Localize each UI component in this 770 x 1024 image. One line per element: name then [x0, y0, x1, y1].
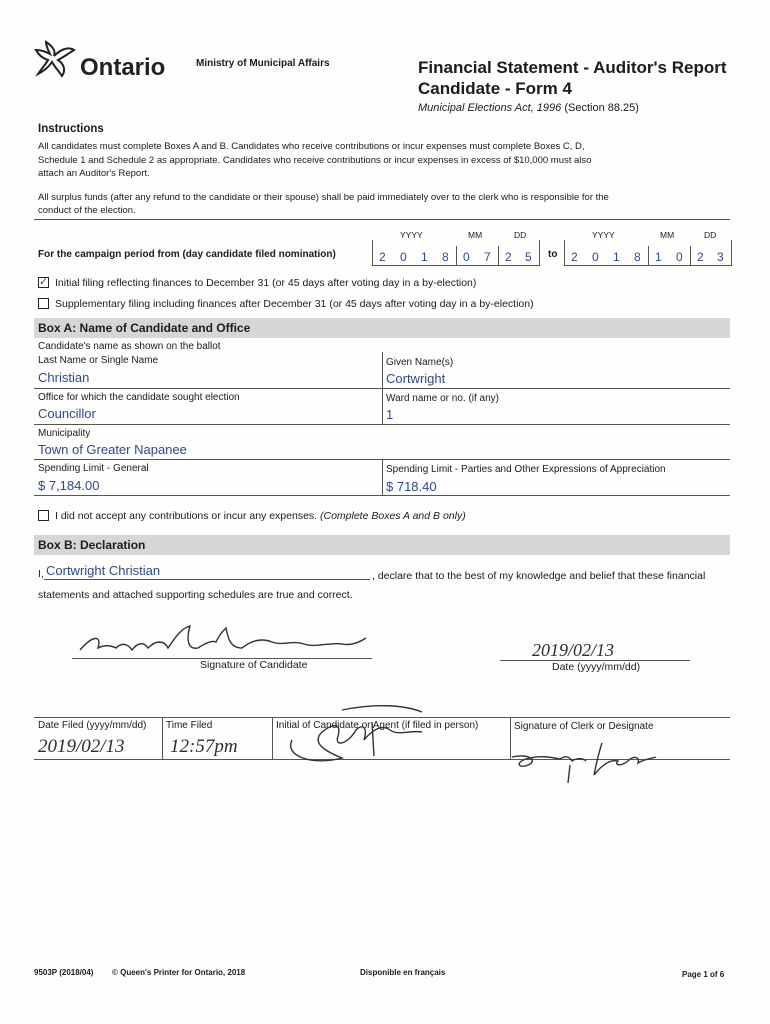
from-digit: 2 — [505, 250, 512, 264]
from-date-field[interactable] — [372, 240, 540, 266]
from-digit: 0 — [400, 250, 407, 264]
to-date-sep-year — [648, 246, 649, 266]
instructions-para2-line1: All surplus funds (after any refund to the candidate or their spouse) shall be paid immediately over to the clerk who is responsible for the — [38, 192, 609, 203]
to-date-sep-month — [690, 246, 691, 266]
from-digit: 7 — [484, 250, 491, 264]
to-date-field[interactable] — [564, 240, 732, 266]
french-availability: Disponible en français — [360, 968, 446, 977]
initial-signature — [282, 700, 482, 770]
act-section: (Section 88.25) — [564, 102, 639, 114]
initial-filing-label: Initial filing reflecting finances to December 31 (or 45 days after voting day in a by-election) — [55, 277, 477, 289]
instructions-para1-line1: All candidates must complete Boxes A and B. Candidates who receive contributions or incur expenses must complete Boxes C, D, — [38, 141, 585, 152]
page-number: Page 1 of 6 — [682, 970, 725, 979]
ontario-logo — [34, 36, 184, 86]
supplementary-filing-label: Supplementary filing including finances after December 31 (or 45 days after voting day in a by-election) — [55, 298, 534, 310]
box-b-header: Box B: Declaration — [34, 535, 730, 555]
to-label: to — [548, 249, 558, 260]
time-filed-label: Time Filed — [166, 720, 213, 731]
office-field[interactable]: Councillor — [38, 406, 96, 421]
from-date-edge-left — [372, 240, 373, 266]
to-digit: 0 — [592, 250, 599, 264]
supplementary-filing-checkbox[interactable] — [38, 298, 49, 309]
instructions-heading: Instructions — [38, 123, 104, 135]
copyright: © Queen's Printer for Ontario, 2018 — [112, 968, 246, 977]
to-digit: 3 — [717, 250, 724, 264]
instructions-para1-line3: attach an Auditor's Report. — [38, 168, 150, 179]
last-name-label: Last Name or Single Name — [38, 355, 159, 366]
to-digit: 2 — [697, 250, 704, 264]
to-digit: 1 — [613, 250, 620, 264]
campaign-period-label: For the campaign period from (day candidate filed nomination) — [38, 249, 336, 260]
mm-from-label: MM — [468, 230, 483, 240]
instructions-para2-line2: conduct of the election. — [38, 205, 136, 216]
to-digit: 1 — [655, 250, 662, 264]
dd-from-label: DD — [514, 230, 527, 240]
mm-to-label: MM — [660, 230, 675, 240]
declaration-date-field[interactable]: 2019/02/13 — [532, 640, 615, 660]
from-date-sep-month — [498, 246, 499, 266]
field-divider — [382, 459, 383, 495]
spending-parties-label: Spending Limit - Parties and Other Expressions of Appreciation — [386, 464, 666, 475]
field-divider — [382, 352, 383, 388]
no-contributions-checkbox[interactable] — [38, 510, 49, 521]
yyyy-to-label: YYYY — [592, 230, 615, 240]
to-digit: 0 — [676, 250, 683, 264]
spending-general-label: Spending Limit - General — [38, 463, 149, 474]
no-contributions-text — [55, 510, 466, 522]
from-digit: 8 — [442, 250, 449, 264]
office-label: Office for which the candidate sought election — [38, 392, 240, 403]
to-date-edge-right — [731, 240, 732, 266]
declaration-text: , declare that to the best of my knowledge and belief that these financial — [372, 570, 706, 582]
ministry-name: Ministry of Municipal Affairs — [196, 58, 330, 69]
date-label: Date (yyyy/mm/dd) — [552, 661, 641, 673]
ontario-wordmark: Ontario — [80, 54, 166, 81]
act-name: Municipal Elections Act, 1996 — [418, 102, 562, 114]
row-divider — [34, 424, 730, 425]
form-number: 9503P (2018/04) — [34, 968, 94, 977]
spending-parties-field[interactable]: $ 718.40 — [386, 479, 437, 494]
row-divider — [34, 495, 730, 496]
form-subtitle: Candidate - Form 4 — [418, 79, 572, 98]
to-digit: 8 — [634, 250, 641, 264]
declarant-underline — [44, 579, 370, 580]
declarant-prefix: I, — [38, 568, 44, 580]
clerk-signature — [510, 735, 670, 785]
ward-label: Ward name or no. (if any) — [386, 393, 500, 404]
field-divider — [382, 388, 383, 424]
from-digit: 2 — [379, 250, 386, 264]
filed-divider — [162, 717, 163, 759]
from-date-edge-right — [539, 240, 540, 266]
municipality-field[interactable]: Town of Greater Napanee — [38, 442, 187, 457]
no-contributions-label: I did not accept any contributions or incur any expenses. — [55, 510, 318, 522]
date-filed-label: Date Filed (yyyy/mm/dd) — [38, 720, 147, 731]
instructions-para1-line2: Schedule 1 and Schedule 2 as appropriate. Candidates who receive contributions or incur expenses in excess of $10,000 must also — [38, 155, 592, 166]
initial-label: Initial of Candidate or Agent (if filed in person) — [276, 720, 479, 731]
time-filed-field[interactable]: 12:57pm — [170, 736, 238, 757]
signature-label: Signature of Candidate — [200, 659, 308, 671]
from-digit: 5 — [525, 250, 532, 264]
filed-divider — [272, 717, 273, 759]
declarant-name-field[interactable]: Cortwright Christian — [46, 563, 161, 578]
divider — [34, 219, 730, 220]
act-reference — [418, 102, 639, 114]
from-date-sep-year — [456, 246, 457, 266]
from-digit: 1 — [421, 250, 428, 264]
ward-field[interactable]: 1 — [386, 407, 394, 422]
spending-general-field[interactable]: $ 7,184.00 — [38, 478, 100, 493]
trillium-icon — [34, 36, 86, 82]
initial-filing-checkbox[interactable]: ✓ — [39, 276, 49, 288]
clerk-signature-label: Signature of Clerk or Designate — [514, 721, 654, 732]
no-contributions-note: (Complete Boxes A and B only) — [320, 510, 466, 522]
from-digit: 0 — [463, 250, 470, 264]
given-name-field[interactable]: Cortwright — [386, 371, 446, 386]
given-name-label: Given Name(s) — [386, 357, 454, 368]
dd-to-label: DD — [704, 230, 717, 240]
date-filed-field[interactable]: 2019/02/13 — [38, 736, 125, 757]
to-date-edge-left — [564, 240, 565, 266]
to-digit: 2 — [571, 250, 578, 264]
last-name-field[interactable]: Christian — [38, 370, 90, 385]
box-a-header: Box A: Name of Candidate and Office — [34, 318, 730, 338]
form-title: Financial Statement - Auditor's Report — [418, 58, 727, 77]
ballot-name-label: Candidate's name as shown on the ballot — [38, 341, 221, 352]
declaration-text-cont: statements and attached supporting schedules are true and correct. — [38, 589, 353, 601]
yyyy-from-label: YYYY — [400, 230, 423, 240]
municipality-label: Municipality — [38, 428, 91, 439]
